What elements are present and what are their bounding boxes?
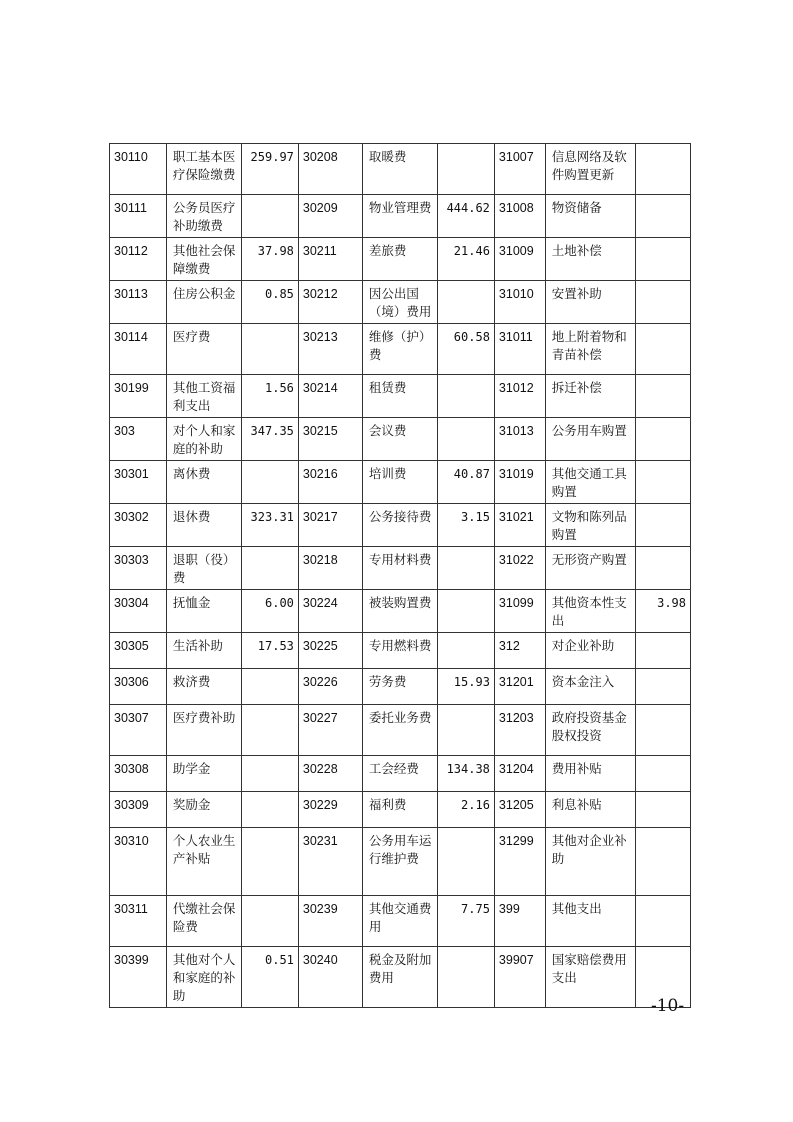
amount-cell (438, 705, 495, 756)
amount-cell: 37.98 (242, 238, 299, 281)
amount-cell (438, 590, 495, 633)
amount-cell (636, 195, 691, 238)
code-cell: 30303 (110, 547, 167, 590)
code-cell: 30215 (298, 418, 362, 461)
code-cell: 30309 (110, 792, 167, 828)
name-cell: 福利费 (362, 792, 437, 828)
name-cell: 离休费 (166, 461, 241, 504)
code-cell: 30304 (110, 590, 167, 633)
amount-cell (636, 896, 691, 947)
name-cell: 培训费 (362, 461, 437, 504)
amount-cell (636, 705, 691, 756)
amount-cell: 1.56 (242, 375, 299, 418)
name-cell: 被装购置费 (362, 590, 437, 633)
name-cell: 公务员医疗补助缴费 (166, 195, 241, 238)
table-row (110, 669, 691, 705)
name-cell: 其他社会保障缴费 (166, 238, 241, 281)
table-row (110, 792, 691, 828)
amount-cell (438, 547, 495, 590)
amount-cell (636, 792, 691, 828)
code-cell: 399 (494, 896, 545, 947)
table-row (110, 418, 691, 461)
name-cell: 会议费 (362, 418, 437, 461)
name-cell: 救济费 (166, 669, 241, 705)
amount-cell: 2.16 (438, 792, 495, 828)
name-cell: 其他资本性支出 (545, 590, 635, 633)
expense-table (109, 143, 691, 1008)
name-cell: 国家赔偿费用支出 (545, 947, 635, 1008)
name-cell: 公务用车运行维护费 (362, 828, 437, 896)
name-cell: 其他交通工具购置 (545, 461, 635, 504)
amount-cell: 347.35 (242, 418, 299, 461)
amount-cell: 6.00 (242, 590, 299, 633)
amount-cell: 259.97 (242, 144, 299, 195)
name-cell: 安置补助 (545, 281, 635, 324)
code-cell: 30114 (110, 324, 167, 375)
name-cell: 差旅费 (362, 238, 437, 281)
amount-cell: 134.38 (438, 756, 495, 792)
code-cell: 30218 (298, 547, 362, 590)
code-cell: 30240 (298, 947, 362, 1008)
amount-cell (438, 144, 495, 195)
amount-cell (636, 504, 691, 547)
code-cell: 312 (494, 633, 545, 669)
code-cell: 30306 (110, 669, 167, 705)
code-cell: 31013 (494, 418, 545, 461)
name-cell: 公务用车购置 (545, 418, 635, 461)
name-cell: 奖励金 (166, 792, 241, 828)
amount-cell (636, 418, 691, 461)
name-cell: 专用燃料费 (362, 633, 437, 669)
amount-cell (438, 633, 495, 669)
amount-cell: 0.51 (242, 947, 299, 1008)
name-cell: 税金及附加费用 (362, 947, 437, 1008)
table-row (110, 195, 691, 238)
code-cell: 31205 (494, 792, 545, 828)
amount-cell: 444.62 (438, 195, 495, 238)
code-cell: 30225 (298, 633, 362, 669)
name-cell: 其他交通费用 (362, 896, 437, 947)
table-row (110, 504, 691, 547)
amount-cell (242, 461, 299, 504)
code-cell: 30216 (298, 461, 362, 504)
name-cell: 个人农业生产补贴 (166, 828, 241, 896)
name-cell: 物业管理费 (362, 195, 437, 238)
name-cell: 生活补助 (166, 633, 241, 669)
table-row (110, 633, 691, 669)
code-cell: 31201 (494, 669, 545, 705)
table-row (110, 756, 691, 792)
name-cell: 取暖费 (362, 144, 437, 195)
table-row (110, 281, 691, 324)
amount-cell: 17.53 (242, 633, 299, 669)
amount-cell (242, 547, 299, 590)
name-cell: 工会经费 (362, 756, 437, 792)
name-cell: 其他对个人和家庭的补助 (166, 947, 241, 1008)
amount-cell (242, 896, 299, 947)
code-cell: 30208 (298, 144, 362, 195)
code-cell: 30226 (298, 669, 362, 705)
code-cell: 31021 (494, 504, 545, 547)
name-cell: 拆迁补偿 (545, 375, 635, 418)
name-cell: 公务接待费 (362, 504, 437, 547)
code-cell: 39907 (494, 947, 545, 1008)
name-cell: 对个人和家庭的补助 (166, 418, 241, 461)
code-cell: 30211 (298, 238, 362, 281)
table-row (110, 461, 691, 504)
amount-cell: 3.15 (438, 504, 495, 547)
code-cell: 31299 (494, 828, 545, 896)
code-cell: 31203 (494, 705, 545, 756)
name-cell: 因公出国（境）费用 (362, 281, 437, 324)
amount-cell (636, 633, 691, 669)
name-cell: 抚恤金 (166, 590, 241, 633)
code-cell: 30307 (110, 705, 167, 756)
name-cell: 助学金 (166, 756, 241, 792)
name-cell: 无形资产购置 (545, 547, 635, 590)
amount-cell (242, 669, 299, 705)
amount-cell: 7.75 (438, 896, 495, 947)
amount-cell (636, 144, 691, 195)
name-cell: 对企业补助 (545, 633, 635, 669)
amount-cell (242, 195, 299, 238)
code-cell: 31022 (494, 547, 545, 590)
name-cell: 委托业务费 (362, 705, 437, 756)
name-cell: 资本金注入 (545, 669, 635, 705)
table-row (110, 324, 691, 375)
code-cell: 31007 (494, 144, 545, 195)
amount-cell: 60.58 (438, 324, 495, 375)
amount-cell (636, 324, 691, 375)
amount-cell (438, 947, 495, 1008)
name-cell: 费用补贴 (545, 756, 635, 792)
amount-cell (636, 238, 691, 281)
name-cell: 代缴社会保险费 (166, 896, 241, 947)
amount-cell (242, 756, 299, 792)
code-cell: 30229 (298, 792, 362, 828)
name-cell: 利息补贴 (545, 792, 635, 828)
amount-cell (636, 547, 691, 590)
amount-cell (242, 324, 299, 375)
name-cell: 土地补偿 (545, 238, 635, 281)
code-cell: 30112 (110, 238, 167, 281)
code-cell: 31019 (494, 461, 545, 504)
code-cell: 30214 (298, 375, 362, 418)
code-cell: 30239 (298, 896, 362, 947)
name-cell: 其他工资福利支出 (166, 375, 241, 418)
amount-cell (438, 375, 495, 418)
code-cell: 31009 (494, 238, 545, 281)
amount-cell: 40.87 (438, 461, 495, 504)
amount-cell (636, 281, 691, 324)
name-cell: 政府投资基金股权投资 (545, 705, 635, 756)
name-cell: 租赁费 (362, 375, 437, 418)
code-cell: 30213 (298, 324, 362, 375)
code-cell: 30199 (110, 375, 167, 418)
name-cell: 维修（护）费 (362, 324, 437, 375)
amount-cell (636, 828, 691, 896)
name-cell: 职工基本医疗保险缴费 (166, 144, 241, 195)
table-row (110, 590, 691, 633)
name-cell: 住房公积金 (166, 281, 241, 324)
code-cell: 30399 (110, 947, 167, 1008)
table-row (110, 144, 691, 195)
table-row (110, 828, 691, 896)
name-cell: 其他支出 (545, 896, 635, 947)
table-row (110, 947, 691, 1008)
code-cell: 30224 (298, 590, 362, 633)
amount-cell (242, 828, 299, 896)
amount-cell (636, 756, 691, 792)
table-row (110, 547, 691, 590)
code-cell: 31099 (494, 590, 545, 633)
code-cell: 30227 (298, 705, 362, 756)
code-cell: 303 (110, 418, 167, 461)
name-cell: 物资储备 (545, 195, 635, 238)
code-cell: 30209 (298, 195, 362, 238)
code-cell: 30301 (110, 461, 167, 504)
amount-cell (438, 418, 495, 461)
amount-cell (438, 281, 495, 324)
table-row (110, 238, 691, 281)
code-cell: 30302 (110, 504, 167, 547)
name-cell: 地上附着物和青苗补偿 (545, 324, 635, 375)
code-cell: 30231 (298, 828, 362, 896)
amount-cell (242, 705, 299, 756)
name-cell: 专用材料费 (362, 547, 437, 590)
table-row (110, 375, 691, 418)
amount-cell (636, 461, 691, 504)
code-cell: 30110 (110, 144, 167, 195)
amount-cell: 0.85 (242, 281, 299, 324)
code-cell: 30311 (110, 896, 167, 947)
code-cell: 31008 (494, 195, 545, 238)
code-cell: 30228 (298, 756, 362, 792)
name-cell: 其他对企业补助 (545, 828, 635, 896)
name-cell: 退休费 (166, 504, 241, 547)
code-cell: 30111 (110, 195, 167, 238)
code-cell: 30308 (110, 756, 167, 792)
name-cell: 医疗费补助 (166, 705, 241, 756)
code-cell: 30217 (298, 504, 362, 547)
code-cell: 30113 (110, 281, 167, 324)
amount-cell: 21.46 (438, 238, 495, 281)
amount-cell (636, 669, 691, 705)
table-row (110, 896, 691, 947)
amount-cell (636, 375, 691, 418)
code-cell: 31012 (494, 375, 545, 418)
page-number: -10- (651, 996, 685, 1016)
name-cell: 信息网络及软件购置更新 (545, 144, 635, 195)
code-cell: 31011 (494, 324, 545, 375)
expense-table-body (110, 144, 691, 1008)
name-cell: 退职（役）费 (166, 547, 241, 590)
amount-cell (438, 828, 495, 896)
amount-cell (242, 792, 299, 828)
code-cell: 30212 (298, 281, 362, 324)
amount-cell: 3.98 (636, 590, 691, 633)
code-cell: 31204 (494, 756, 545, 792)
amount-cell: 15.93 (438, 669, 495, 705)
name-cell: 文物和陈列品购置 (545, 504, 635, 547)
name-cell: 医疗费 (166, 324, 241, 375)
name-cell: 劳务费 (362, 669, 437, 705)
amount-cell: 323.31 (242, 504, 299, 547)
code-cell: 30310 (110, 828, 167, 896)
code-cell: 30305 (110, 633, 167, 669)
code-cell: 31010 (494, 281, 545, 324)
table-row (110, 705, 691, 756)
